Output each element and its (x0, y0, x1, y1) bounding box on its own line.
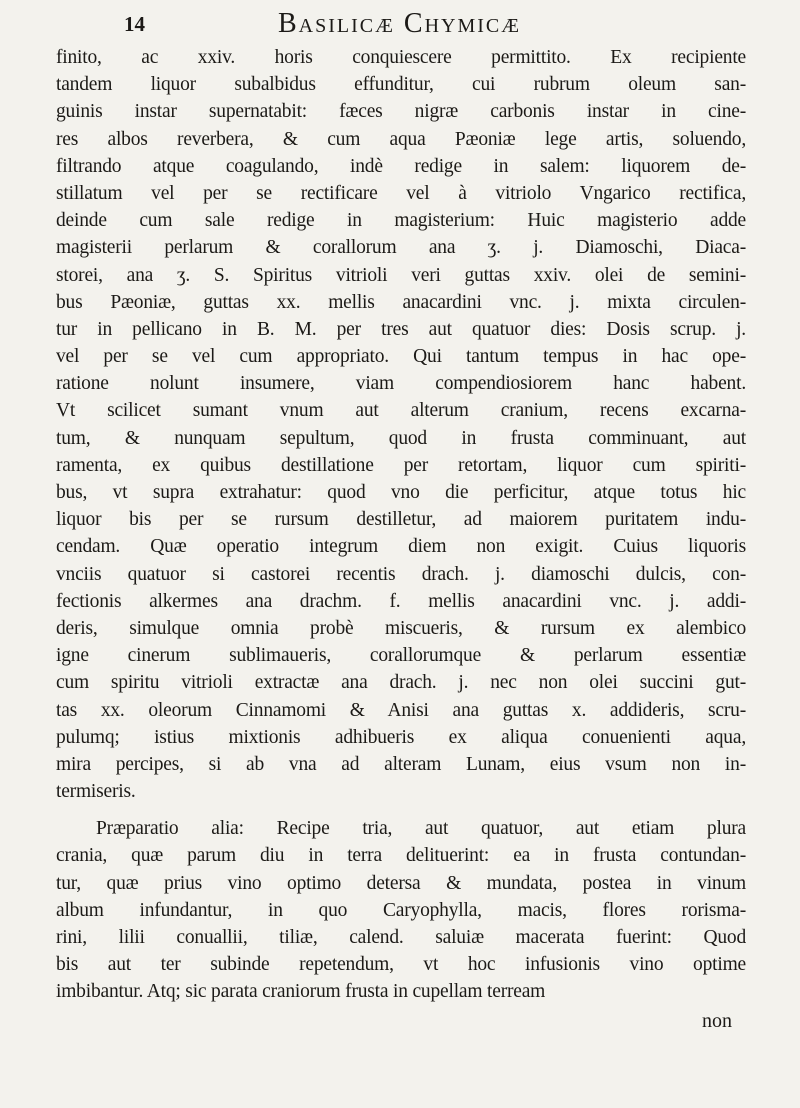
text-line: vnciis quatuor si castorei recentis drach. j. diamoschi dulcis, con- (56, 563, 746, 585)
page-number: 14 (124, 12, 145, 36)
text-line: deinde cum sale redige in magisterium: Huic magisterio adde (56, 210, 746, 232)
paragraph-gap (56, 805, 746, 815)
text-line: tandem liquor subalbidus effunditur, cui rubrum oleum san- (56, 74, 746, 96)
text-line: guinis instar supernatabit: fæces nigræ carbonis instar in cine- (56, 101, 746, 123)
text-line: bis aut ter subinde repetendum, vt hoc infusionis vino optime (56, 954, 746, 976)
page-header (46, 4, 762, 44)
text-line: res albos reverbera, & cum aqua Pæoniæ lege artis, soluendo, (56, 128, 746, 150)
text-line: bus, vt supra extrahatur: quod vno die perficitur, atque totus hic (56, 482, 746, 503)
book-page (0, 4, 800, 1108)
text-line: termiseris. (56, 781, 136, 803)
text-line: deris, simulque omnia probè miscueris, & rursum ex alembico (56, 617, 746, 639)
text-line: storei, ana ʒ. S. Spiritus vitrioli veri guttas xxiv. olei de semini- (56, 264, 746, 286)
text-line: tur in pellicano in B. M. per tres aut quatuor dies: Dosis scrup. j. (56, 318, 746, 340)
text-line: cum spiritu vitrioli extractæ ana drach. j. nec non olei succini gut- (56, 672, 746, 694)
text-line: crania, quæ parum diu in terra delituerint: ea in frusta contundan- (56, 845, 746, 867)
text-line: tum, & nunquam sepultum, quod in frusta comminuant, aut (56, 427, 746, 449)
text-line: rini, lilii conuallii, tiliæ, calend. saluiæ macerata fuerint: Quod (56, 927, 746, 948)
text-line: vel per se vel cum appropriato. Qui tantum tempus in hac ope- (56, 346, 746, 368)
text-line: mira percipes, si ab vna ad alteram Lunam, eius vsum non in- (56, 753, 746, 775)
text-line: ratione nolunt insumere, viam compendiosiorem hanc habent. (56, 373, 746, 395)
text-line: Præparatio alia: Recipe tria, aut quatuor, aut etiam plura (96, 818, 746, 840)
text-line: magisterii perlarum & corallorum ana ʒ. j. Diamoschi, Diaca- (56, 237, 746, 259)
body-text (56, 44, 746, 1006)
paragraph (56, 815, 746, 1005)
paragraph (56, 44, 746, 805)
text-line: finito, ac xxiv. horis conquiescere permittito. Ex recipiente (56, 47, 746, 68)
text-line: filtrando atque coagulando, indè redige in salem: liquorem de- (56, 155, 746, 177)
catchword: non (702, 1009, 732, 1032)
text-line: igne cinerum sublimaueris, corallorumque & perlarum essentiæ (56, 645, 746, 667)
text-line: stillatum vel per se rectificare vel à vitriolo Vngarico rectifica, (56, 182, 746, 204)
running-title: Basilicæ Chymicæ (278, 8, 522, 39)
text-line: pulumq; istius mixtionis adhibueris ex aliqua conuenienti aqua, (56, 726, 746, 748)
text-line: album infundantur, in quo Caryophylla, macis, flores rorisma- (56, 899, 746, 921)
catchword-row (46, 1006, 762, 1040)
text-line: liquor bis per se rursum destilletur, ad maiorem puritatem indu- (56, 509, 746, 531)
text-line: tur, quæ prius vino optimo detersa & mundata, postea in vinum (56, 872, 746, 894)
text-line: bus Pæoniæ, guttas xx. mellis anacardini vnc. j. mixta circulen- (56, 291, 746, 313)
text-line: ramenta, ex quibus destillatione per retortam, liquor cum spiriti- (56, 454, 746, 476)
text-line: imbibantur. Atq; sic parata craniorum frusta in cupellam terream (56, 981, 546, 1003)
text-line: fectionis alkermes ana drachm. f. mellis anacardini vnc. j. addi- (56, 590, 746, 612)
text-line: tas xx. oleorum Cinnamomi & Anisi ana guttas x. addideris, scru- (56, 699, 746, 721)
text-line: Vt scilicet sumant vnum aut alterum cranium, recens excarna- (56, 400, 746, 422)
text-line: cendam. Quæ operatio integrum diem non exigit. Cuius liquoris (56, 536, 746, 558)
